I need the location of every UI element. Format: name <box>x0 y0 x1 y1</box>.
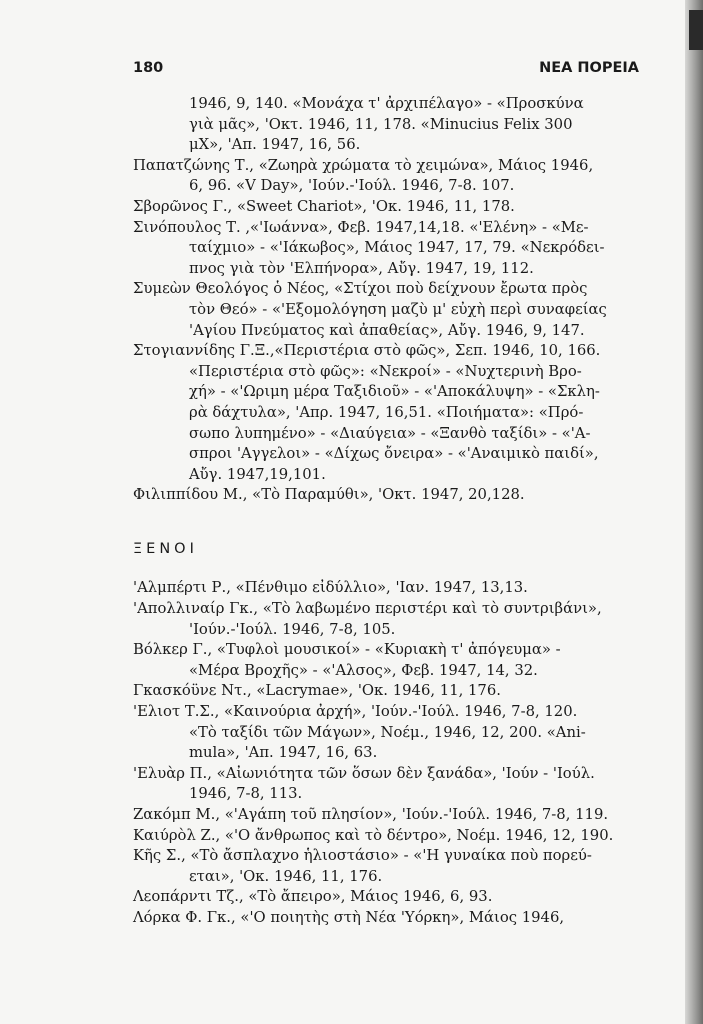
entry-line: Βόλκερ Γ., «Τυφλοὶ μουσικοί» - «Κυριακὴ τ' ἀπόγευμα» - <box>133 641 561 659</box>
entry-line: Λεοπάρντι Τζ., «Τὸ ἄπειρο», Μάιος 1946, 6, 93. <box>133 888 493 906</box>
index-entry <box>133 826 643 847</box>
index-entry <box>133 764 643 805</box>
entry-line: Φιλιππίδου Μ., «Τὸ Παραμύθι», 'Οκτ. 1947, 20,128. <box>133 486 525 504</box>
entry-line: 6, 96. «V Day», 'Ιούν.-'Ιούλ. 1946, 7-8. 107. <box>189 177 515 195</box>
entry-line: 1946, 9, 140. «Μονάχα τ' ἀρχιπέλαγο» - «Προσκύνα <box>189 95 584 112</box>
entry-line: Γκασκόϋνε Ντ., «Lacrymae», 'Οκ. 1946, 11, 176. <box>133 682 501 700</box>
entry-line: 'Ιούν.-'Ιούλ. 1946, 7-8, 105. <box>189 620 396 638</box>
binding-mark <box>689 10 703 50</box>
entry-line: χή» - «'Ωριμη μέρα Ταξιδιοῦ» - «'Αποκάλυψη» - «Σκλη- <box>189 383 600 401</box>
index-entry <box>133 846 643 887</box>
index-content <box>133 94 643 929</box>
index-entry <box>133 485 643 506</box>
entry-line: mula», 'Απ. 1947, 16, 63. <box>189 744 378 762</box>
entry-line: ταίχμιο» - «'Ιάκωβος», Μάιος 1947, 17, 79. «Νεκρόδει- <box>189 239 605 257</box>
entry-line: «Μέρα Βροχῆς» - «'Αλσος», Φεβ. 1947, 14, 32. <box>189 661 538 679</box>
entry-line: 'Ελυὰρ Π., «Αἰωνιότητα τῶν ὅσων δὲν ξανάδα», 'Ιούν - 'Ιούλ. <box>133 764 595 782</box>
entry-line: γιὰ μᾶς», 'Οκτ. 1946, 11, 178. «Minucius Felix 300 <box>189 115 573 133</box>
entry-line: εται», 'Οκ. 1946, 11, 176. <box>189 867 383 885</box>
page-edge-shadow <box>685 0 703 1024</box>
entry-line: 1946, 7-8, 113. <box>189 785 303 803</box>
index-entry <box>133 640 643 681</box>
entry-line: σωπο λυπημένο» - «Διαύγεια» - «Ξανθὸ ταξίδι» - «'Α- <box>189 424 591 442</box>
index-entry <box>133 218 643 280</box>
index-entry <box>133 702 643 764</box>
index-entry <box>133 341 643 485</box>
entry-line: 'Αλμπέρτι Ρ., «Πένθιμο εἰδύλλιο», 'Ιαν. 1947, 13,13. <box>133 579 528 597</box>
entry-line: Παπατζώνης Τ., «Ζωηρὰ χρώματα τὸ χειμώνα», Μάιος 1946, <box>133 156 594 174</box>
index-entry <box>133 279 643 341</box>
section-title-foreign: ΞΕΝΟΙ <box>133 540 198 557</box>
entry-line: ρὰ δάχτυλα», 'Απρ. 1947, 16,51. «Ποιήματα»: «Πρό- <box>189 403 584 421</box>
index-entry <box>133 599 643 640</box>
entry-line: Σβορῶνος Γ., «Sweet Chariot», 'Οκ. 1946, 11, 178. <box>133 197 515 215</box>
greek-authors-list <box>133 94 643 506</box>
entry-line: «Περιστέρια στὸ φῶς»: «Νεκροί» - «Νυχτερινὴ Βρο- <box>189 362 582 380</box>
index-entry <box>133 197 643 218</box>
entry-line: Κῆς Σ., «Τὸ ἄσπλαχνο ἡλιοστάσιο» - «'Η γυναίκα ποὺ πορεύ- <box>133 847 592 865</box>
running-title: ΝΕΑ ΠΟΡΕΙΑ <box>539 60 639 76</box>
entry-line: μΧ», 'Απ. 1947, 16, 56. <box>189 136 361 154</box>
entry-line: 'Απολλιναίρ Γκ., «Τὸ λαβωμένο περιστέρι καὶ τὸ συντριβάνι», <box>133 600 602 618</box>
entry-line: Σινόπουλος Τ. ,«'Ιωάννα», Φεβ. 1947,14,18. «'Ελένη» - «Με- <box>133 218 589 236</box>
page-number: 180 <box>133 60 164 76</box>
index-entry <box>133 805 643 826</box>
entry-line: Καιύρὸλ Ζ., «'Ο ἄνθρωπος καὶ τὸ δέντρο», Νοέμ. 1946, 12, 190. <box>133 826 614 844</box>
index-entry <box>133 681 643 702</box>
index-entry <box>133 887 643 908</box>
entry-line: Συμεὼν Θεολόγος ὁ Νέος, «Στίχοι ποὺ δείχνουν ἔρωτα πρὸς <box>133 280 588 298</box>
entry-line: τὸν Θεό» - «'Εξομολόγηση μαζὺ μ' εὐχὴ περὶ συναφείας <box>189 300 607 318</box>
entry-line: Λόρκα Φ. Γκ., «'Ο ποιητὴς στὴ Νέα 'Υόρκη», Μάιος 1946, <box>133 908 565 926</box>
entry-line: Ζακόμπ Μ., «'Αγάπη τοῦ πλησίον», 'Ιούν.-'Ιούλ. 1946, 7-8, 119. <box>133 806 609 823</box>
entry-line: 'Ελιοτ Τ.Σ., «Καινούρια ἀρχή», 'Ιούν.-'Ιούλ. 1946, 7-8, 120. <box>133 703 578 721</box>
entry-line: σπροι 'Αγγελοι» - «Δίχως ὄνειρα» - «'Αναιμικὸ παιδί», <box>189 445 599 463</box>
entry-line: πνος γιὰ τὸν 'Ελπήνορα», Αὔγ. 1947, 19, 112. <box>189 259 534 277</box>
entry-line: Στογιαννίδης Γ.Ξ.,«Περιστέρια στὸ φῶς», Σεπ. 1946, 10, 166. <box>133 342 601 360</box>
entry-line: Αὔγ. 1947,19,101. <box>189 465 326 483</box>
entry-line: «Τὸ ταξίδι τῶν Μάγων», Νοέμ., 1946, 12, 200. «Ani- <box>189 723 586 741</box>
entry-line: 'Αγίου Πνεύματος καὶ ἀπαθείας», Αὔγ. 1946, 9, 147. <box>189 321 585 339</box>
page-header <box>133 60 639 82</box>
foreign-authors-list <box>133 578 643 928</box>
index-entry <box>133 94 643 156</box>
index-entry <box>133 908 643 929</box>
index-entry <box>133 578 643 599</box>
index-entry <box>133 156 643 197</box>
